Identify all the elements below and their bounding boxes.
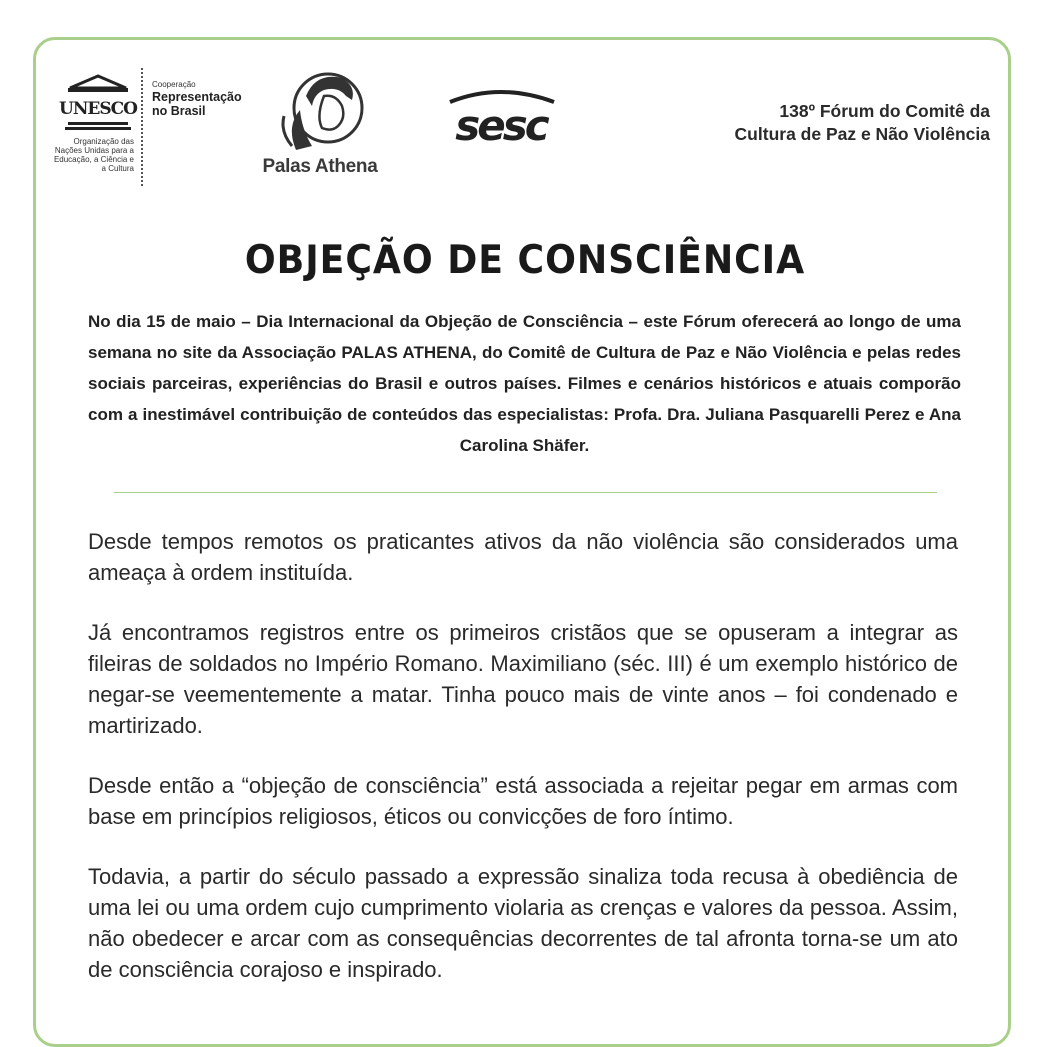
forum-heading [735,100,990,146]
forum-line2: Cultura de Paz e Não Violência [734,124,990,144]
paragraph: Já encontramos registros entre os primeiros cristãos que se opuseram a integrar as fileiras de soldados no Império Romano. Maximiliano (séc. III) é um exemplo histórico de negar-se veementemente a matar. Tinha pouco mais de vinte anos – foi condenado e martirizado. [88,620,958,738]
cooperation-block [152,80,242,118]
sesc-word: sesc [455,101,547,146]
athena-name: Palas Athena [262,156,378,177]
divider-line [114,492,937,493]
coop-label: Cooperação [152,80,196,89]
unesco-org-name: Organização das Nações Unidas para a Educação, a Ciência e a Cultura [53,137,134,173]
unesco-word: UNESCO [59,99,137,119]
paragraph: Desde então a “objeção de consciência” está associada a rejeitar pegar em armas com base em princípios religiosos, éticos ou convicções de foro íntimo. [88,773,958,829]
sesc-logo [444,88,558,146]
paragraph: Todavia, a partir do século passado a expressão sinaliza toda recusa à obediência de uma lei ou uma ordem cujo cumprimento violaria as crenças e valores da pessoa. Assim, não obedecer e arcar com as consequências decorrentes de tal afronta torna-se um ato de consciência corajoso e inspirado. [88,864,958,982]
coop-line1: Representação [152,90,242,104]
body-text [88,526,958,1014]
intro-paragraph: No dia 15 de maio – Dia Internacional da Objeção de Consciência – este Fórum oferecerá ao longo de uma semana no site da Associação PALAS ATHENA, do Comitê de Cultura de Paz e Não Violência e pelas redes sociais parceiras, experiências do Brasil e outros países. Filmes e cenários históricos e atuais comporão com a inestimável contribuição de conteúdos das especialistas: Profa. Dra. Juliana Pasquarelli Perez e Ana Carolina Shäfer. [88,312,961,455]
page-title: OBJEÇÃO DE CONSCIÊNCIA [244,238,806,283]
athena-head-icon [276,66,368,158]
coop-line2: no Brasil [152,104,206,118]
paragraph: Desde tempos remotos os praticantes ativos da não violência são considerados uma ameaça à ordem instituída. [88,529,958,585]
forum-line1: 138º Fórum do Comitê da [779,101,990,121]
divider [141,68,143,186]
